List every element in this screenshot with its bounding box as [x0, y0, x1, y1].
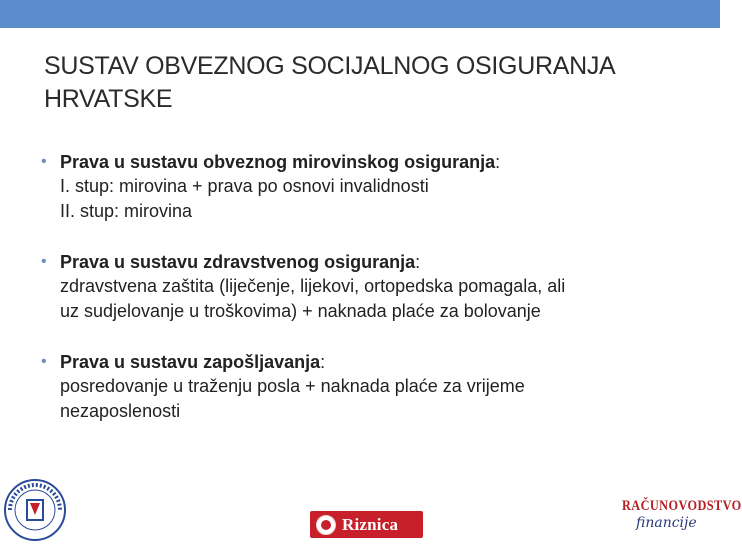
bullet-heading-colon: : — [320, 352, 326, 372]
bullet-line: nezaposlenosti — [60, 401, 181, 421]
riznica-logo-text: Riznica — [342, 514, 399, 534]
riznica-emblem-icon — [316, 515, 336, 535]
bullet-item-pension — [40, 150, 690, 224]
riznica-logo — [310, 511, 423, 538]
bullet-dot-icon: • — [41, 353, 47, 370]
slide-title: SUSTAV OBVEZNOG SOCIJALNOG OSIGURANJA HRVATSKE — [44, 52, 615, 113]
bullet-line: posredovanje u traženju posla + naknada plaće za vrijeme — [60, 376, 525, 396]
association-seal-logo — [0, 470, 70, 540]
bullet-line: II. stup: mirovina — [60, 201, 193, 221]
bullet-line: zdravstvena zaštita (liječenje, lijekovi, ortopedska pomagala, ali — [60, 276, 566, 296]
bullet-item-employment — [40, 350, 690, 424]
bullet-heading-bold: Prava u sustavu zapošljavanja — [60, 352, 321, 372]
bullet-list — [40, 150, 690, 450]
bullet-dot-icon: • — [41, 153, 47, 170]
bullet-line: I. stup: mirovina + prava po osnovi invalidnosti — [60, 176, 429, 196]
bullet-heading — [60, 250, 690, 274]
bullet-line: uz sudjelovanje u troškovima) + naknada plaće za bolovanje — [60, 301, 541, 321]
top-bar — [0, 0, 720, 28]
bullet-heading-bold: Prava u sustavu zdravstvenog osiguranja — [60, 252, 416, 272]
bullet-heading — [60, 150, 690, 174]
logo-word-financije: financije — [636, 515, 697, 531]
bullet-heading-bold: Prava u sustavu obveznog mirovinskog osiguranja — [60, 152, 496, 172]
bullet-heading-colon: : — [495, 152, 501, 172]
bullet-heading-colon: : — [415, 252, 421, 272]
bullet-heading — [60, 350, 690, 374]
logo-word-racunovodstvo: RAČUNOVODSTVO — [622, 498, 742, 514]
bullet-dot-icon: • — [41, 253, 47, 270]
bullet-item-health — [40, 250, 690, 324]
racunovodstvo-financije-logo — [622, 497, 742, 539]
